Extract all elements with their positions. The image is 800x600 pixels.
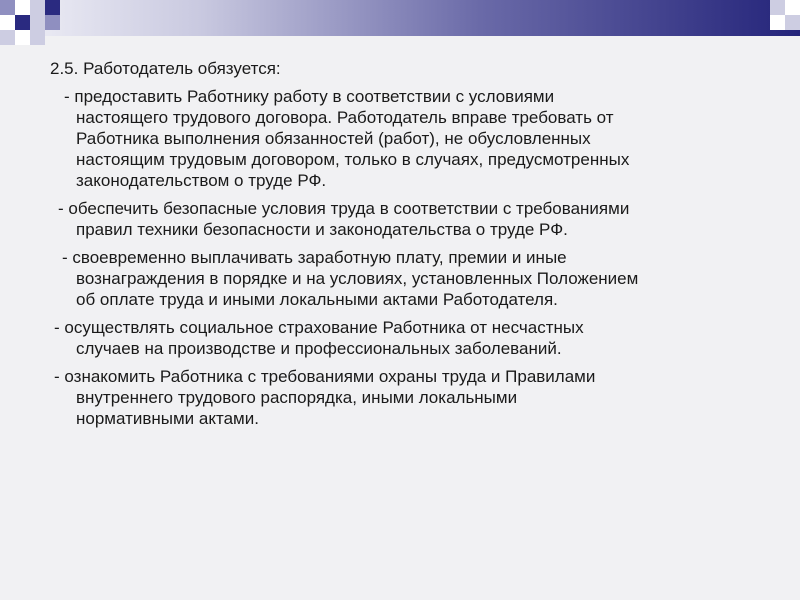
item-first-line: - предоставить Работнику работу в соответствии с условиями: [64, 87, 555, 106]
square-decor: [15, 15, 30, 30]
item-first-line: - осуществлять социальное страхование Работника от несчастных: [54, 318, 584, 337]
item-line: настоящего трудового договора. Работодатель вправе требовать от: [76, 108, 614, 127]
item-line: настоящим трудовым договором, только в случаях, предусмотренных: [76, 150, 630, 169]
obligation-item: [50, 247, 770, 310]
square-decor: [0, 0, 15, 15]
item-line: нормативными актами.: [76, 409, 259, 428]
square-decor: [770, 0, 785, 15]
item-line: об оплате труда и иными локальными актами Работодателя.: [76, 290, 558, 309]
item-line: Работника выполнения обязанностей (работ), не обусловленных: [76, 129, 591, 148]
item-line: законодательством о труде РФ.: [76, 171, 327, 190]
square-decor: [785, 0, 800, 15]
square-decor: [45, 0, 60, 15]
square-decor: [30, 15, 45, 30]
square-decor: [30, 30, 45, 45]
square-decor: [15, 0, 30, 15]
square-decor: [0, 30, 15, 45]
square-decor: [785, 15, 800, 30]
square-decor: [770, 15, 785, 30]
square-decor: [45, 15, 60, 30]
square-decor: [0, 15, 15, 30]
slide-content: [50, 58, 770, 436]
item-first-line: - обеспечить безопасные условия труда в соответствии с требованиями: [58, 199, 630, 218]
item-line: случаев на производстве и профессиональных заболеваний.: [76, 339, 562, 358]
item-line: вознаграждения в порядке и на условиях, установленных Положением: [76, 269, 639, 288]
obligation-item: [50, 198, 770, 240]
obligation-item: [50, 366, 770, 429]
section-heading: 2.5. Работодатель обязуется:: [50, 59, 281, 78]
square-decor: [15, 30, 30, 45]
obligation-item: [50, 317, 770, 359]
item-first-line: - ознакомить Работника с требованиями охраны труда и Правилами: [54, 367, 596, 386]
square-decor: [30, 0, 45, 15]
obligation-item: [50, 86, 770, 191]
item-first-line: - своевременно выплачивать заработную плату, премии и иные: [62, 248, 567, 267]
item-line: правил техники безопасности и законодательства о труде РФ.: [76, 220, 568, 239]
item-line: внутреннего трудового распорядка, иными локальными: [76, 388, 518, 407]
header-gradient-band: [0, 0, 800, 36]
